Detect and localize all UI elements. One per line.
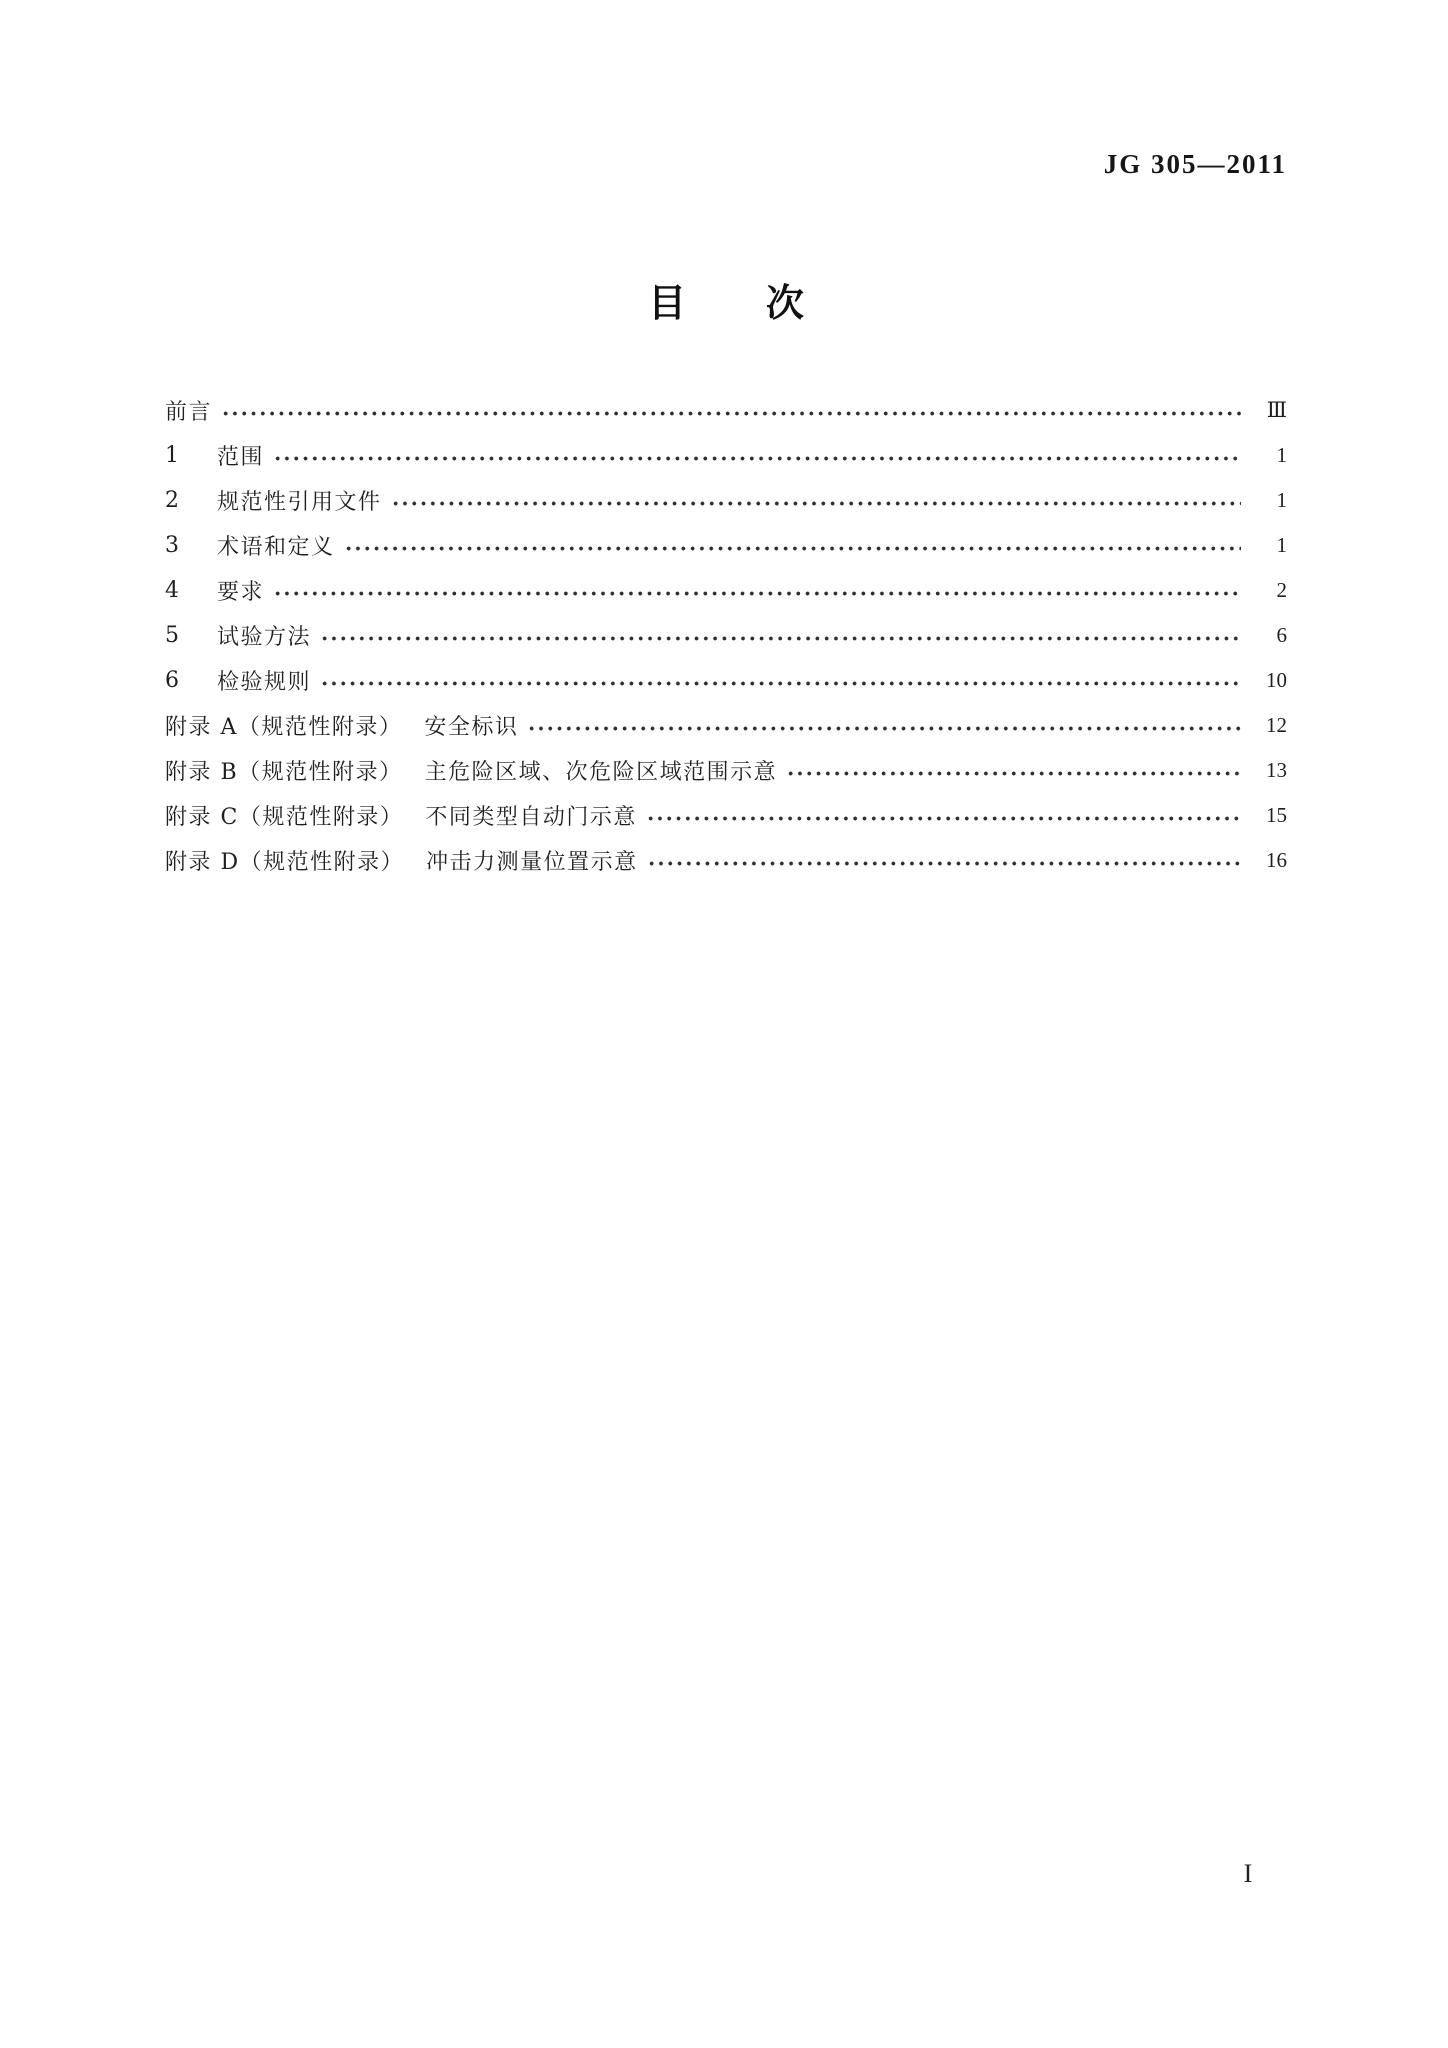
toc-entry-page: 12	[1266, 713, 1287, 737]
toc-entry-number: 5	[165, 623, 181, 648]
standard-number: JG 305—2011	[1103, 149, 1287, 179]
toc-entry-page: 1	[1276, 488, 1287, 512]
dot-leader	[221, 388, 1241, 433]
toc-entry	[165, 613, 1287, 658]
dot-leader	[273, 568, 1241, 613]
page-title: 目次	[648, 281, 884, 325]
toc-entry-label: 前言	[165, 400, 213, 425]
toc-entry-page: 1	[1276, 443, 1287, 467]
toc-entry-page: 16	[1266, 848, 1287, 872]
dot-leader	[647, 838, 1241, 883]
toc-entry-page: 1	[1276, 533, 1287, 557]
toc-entry-number: 2	[165, 488, 181, 513]
dot-leader	[391, 478, 1241, 523]
dot-leader	[320, 658, 1241, 703]
toc-entry-label: 范围	[217, 445, 265, 470]
toc-entry-page: 2	[1276, 578, 1287, 602]
toc-entry	[165, 793, 1287, 838]
dot-leader	[786, 748, 1241, 793]
toc-entry-page: 6	[1276, 623, 1287, 647]
toc-entry-page: 13	[1266, 758, 1287, 782]
dot-leader	[344, 523, 1241, 568]
toc-entry	[165, 658, 1287, 703]
toc-entry-number: 1	[165, 443, 181, 468]
toc-entry	[165, 433, 1287, 478]
toc-entry-number: 附录 D（规范性附录）	[165, 850, 405, 875]
footer-page-number: I	[1243, 1859, 1253, 1888]
toc-entry-label: 术语和定义	[217, 535, 335, 560]
toc-entry-label: 要求	[217, 580, 265, 605]
toc-entry-page: 15	[1266, 803, 1287, 827]
toc-entry	[165, 838, 1287, 883]
toc-entry	[165, 568, 1287, 613]
dot-leader	[646, 793, 1241, 838]
toc-entry	[165, 478, 1287, 523]
toc-entry-number: 4	[165, 578, 181, 603]
toc-entry-number: 附录 B（规范性附录）	[165, 760, 403, 785]
toc-entry-label: 不同类型自动门示意	[425, 805, 637, 830]
toc-entry-number: 附录 A（规范性附录）	[165, 715, 403, 740]
dot-leader	[527, 703, 1241, 748]
toc-entry-label: 检验规则	[217, 670, 312, 695]
toc-entry	[165, 523, 1287, 568]
toc-entry	[165, 748, 1287, 793]
toc-entry-label: 安全标识	[424, 715, 519, 740]
toc-entry	[165, 388, 1287, 433]
dot-leader	[273, 433, 1241, 478]
toc-entry-number: 6	[165, 668, 181, 693]
toc-entry-label: 主危险区域、次危险区域范围示意	[424, 760, 778, 785]
toc-entry-label: 规范性引用文件	[217, 490, 382, 515]
toc-entry-label: 冲击力测量位置示意	[426, 850, 638, 875]
toc-entry	[165, 703, 1287, 748]
toc-list	[165, 388, 1287, 883]
toc-entry-page: Ⅲ	[1266, 398, 1287, 422]
toc-entry-label: 试验方法	[217, 625, 312, 650]
toc-entry-page: 10	[1266, 668, 1287, 692]
toc-entry-number: 附录 C（规范性附录）	[165, 805, 404, 830]
dot-leader	[320, 613, 1241, 658]
toc-entry-number: 3	[165, 533, 181, 558]
